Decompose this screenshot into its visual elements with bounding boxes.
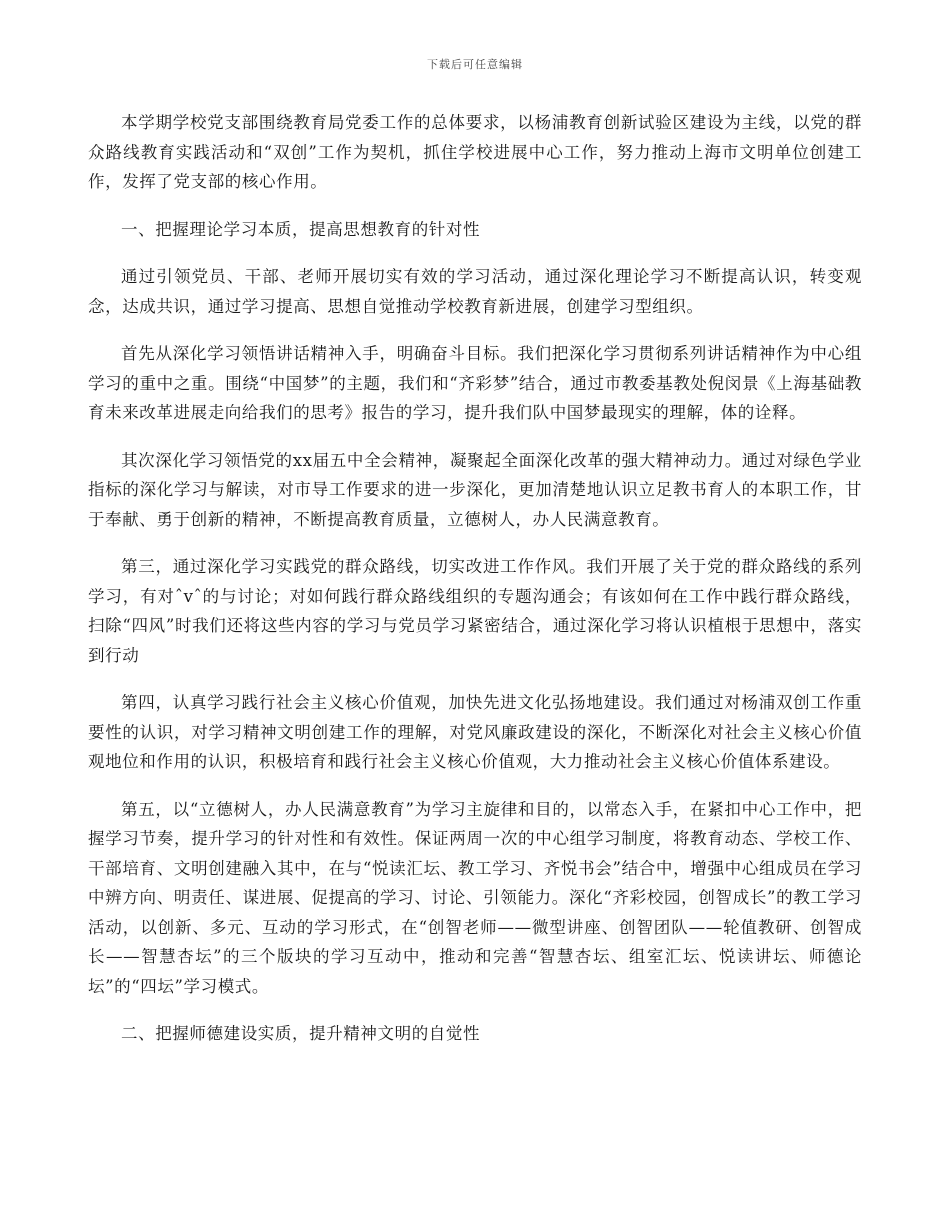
section-2-heading: 二、把握师德建设实质，提升精神文明的自觉性 (121, 1024, 481, 1043)
intro-paragraph: 本学期学校党支部围绕教育局党委工作的总体要求，以杨浦教育创新试验区建设为主线，以党的群众路线教育实践活动和“双创”工作为契机，抓住学校进展中心工作，努力推动上海市文明单位创建工作，发挥了党支部的核心作用。 (88, 113, 862, 191)
document-body (88, 108, 862, 1067)
section-1-paragraph-5: 第四，认真学习践行社会主义核心价值观，加快先进文化弘扬地建设。我们通过对杨浦双创工作重要性的认识，对学习精神文明创建工作的理解，对党风廉政建设的深化，不断深化对社会主义核心价值观地位和作用的认识，积极培育和践行社会主义核心价值观，大力推动社会主义核心价值体系建设。 (88, 693, 862, 771)
section-1-paragraph-4: 第三，通过深化学习实践党的群众路线，切实改进工作作风。我们开展了关于党的群众路线的系列学习，有对ˆvˆ的与讨论；对如何践行群众路线组织的专题沟通会；有该如何在工作中践行群众路线，扫除“四风”时我们还将这些内容的学习与党员学习紧密结合，通过深化学习将认识植根于思想中，落实到行动 (88, 557, 862, 665)
section-1-heading: 一、把握理论学习本质，提高思想教育的针对性 (121, 219, 481, 239)
section-1-paragraph-2: 首先从深化学习领悟讲话精神入手，明确奋斗目标。我们把深化学习贯彻系列讲话精神作为中心组学习的重中之重。围绕“中国梦”的主题，我们和“齐彩梦”结合，通过市教委基教处倪闵景《上海基础教育未来改革进展走向给我们的思考》报告的学习，提升我们队中国梦最现实的理解，体的诠释。 (88, 344, 862, 422)
section-1-paragraph-6: 第五，以“立德树人，办人民满意教育”为学习主旋律和目的，以常态入手，在紧扣中心工作中，把握学习节奏，提升学习的针对性和有效性。保证两周一次的中心组学习制度，将教育动态、学校工作、干部培育、文明创建融入其中，在与“悦读汇坛、教工学习、齐悦书会”结合中，增强中心组成员在学习中辨方向、明责任、谋进展、促提高的学习、讨论、引领能力。深化“齐彩校园，创智成长”的教工学习活动，以创新、多元、互动的学习形式，在“创智老师——微型讲座、创智团队——轮值教研、创智成长——智慧杏坛”的三个版块的学习互动中，推动和完善“智慧杏坛、组室汇坛、悦读讲坛、师德论坛”的“四坛”学习模式。 (88, 799, 862, 996)
section-1-paragraph-3: 其次深化学习领悟党的xx届五中全会精神，凝聚起全面深化改革的强大精神动力。通过对绿色学业指标的深化学习与解读，对市导工作要求的进一步深化，更加清楚地认识立足教书育人的本职工作，甘于奉献、勇于创新的精神，不断提高教育质量，立德树人，办人民满意教育。 (88, 450, 862, 529)
section-1-paragraph-1: 通过引领党员、干部、老师开展切实有效的学习活动，通过深化理论学习不断提高认识，转变观念，达成共识，通过学习提高、思想自觉推动学校教育新进展，创建学习型组织。 (88, 267, 862, 316)
page-header: 下载后可任意编辑 (427, 58, 523, 71)
